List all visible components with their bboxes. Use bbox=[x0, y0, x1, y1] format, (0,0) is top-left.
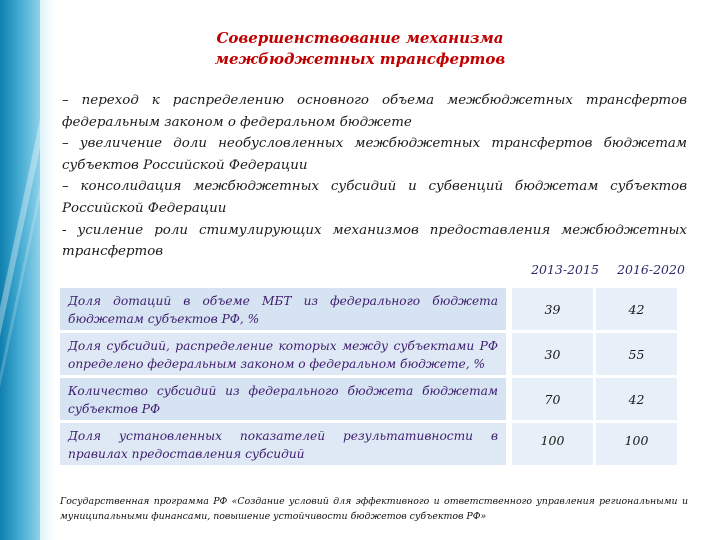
bullet-list bbox=[62, 90, 687, 263]
decorative-left-bar bbox=[0, 0, 40, 540]
table-row bbox=[60, 288, 694, 330]
indicators-table bbox=[60, 254, 694, 468]
slide-title-line-2: межбюджетных трансфертов bbox=[214, 50, 506, 68]
row-label: Доля установленных показателей результативности в правилах предоставления субсидий bbox=[60, 423, 506, 465]
row-value-2013-2015: 100 bbox=[512, 423, 593, 465]
bullet-item: - усиление роли стимулирующих механизмов предоставления межбюджетных трансфертов bbox=[62, 222, 687, 260]
decorative-streak bbox=[0, 0, 40, 540]
table-row bbox=[60, 378, 694, 420]
bullet-item: – увеличение доли необусловленных межбюджетных трансфертов бюджетам субъектов Российской Федерации bbox=[62, 136, 687, 173]
source-footnote: Государственная программа РФ «Создание условий для эффективного и ответственного управления региональными и муниципальными финансами, повышение устойчивости бюджетов субъектов РФ» bbox=[60, 496, 688, 522]
slide-title-line-1: Совершенствование механизма bbox=[216, 29, 504, 47]
table-row bbox=[60, 333, 694, 375]
bullet-item: – консолидация межбюджетных субсидий и субвенций бюджетам субъектов Российской Федерации bbox=[62, 179, 687, 216]
row-value-2016-2020: 42 bbox=[596, 378, 677, 420]
row-value-2016-2020: 42 bbox=[596, 288, 677, 330]
slide-title bbox=[60, 28, 660, 70]
row-label: Количество субсидий из федерального бюджета бюджетам субъектов РФ bbox=[60, 378, 506, 420]
row-value-2016-2020: 100 bbox=[596, 423, 677, 465]
decorative-streak bbox=[0, 0, 40, 540]
row-value-2013-2015: 39 bbox=[512, 288, 593, 330]
table-header bbox=[60, 254, 694, 288]
header-period-2: 2016-2020 bbox=[617, 262, 685, 277]
bullet-item: – переход к распределению основного объема межбюджетных трансфертов федеральным законом о федеральном бюджете bbox=[62, 93, 687, 130]
row-label: Доля субсидий, распределение которых между субъектами РФ определено федеральным законом о федеральном бюджете, % bbox=[60, 333, 506, 375]
header-period-1: 2013-2015 bbox=[531, 262, 599, 277]
table-row bbox=[60, 423, 694, 465]
row-label: Доля дотаций в объеме МБТ из федерального бюджета бюджетам субъектов РФ, % bbox=[60, 288, 506, 330]
row-value-2016-2020: 55 bbox=[596, 333, 677, 375]
decorative-left-edge bbox=[40, 0, 54, 540]
row-value-2013-2015: 70 bbox=[512, 378, 593, 420]
row-value-2013-2015: 30 bbox=[512, 333, 593, 375]
